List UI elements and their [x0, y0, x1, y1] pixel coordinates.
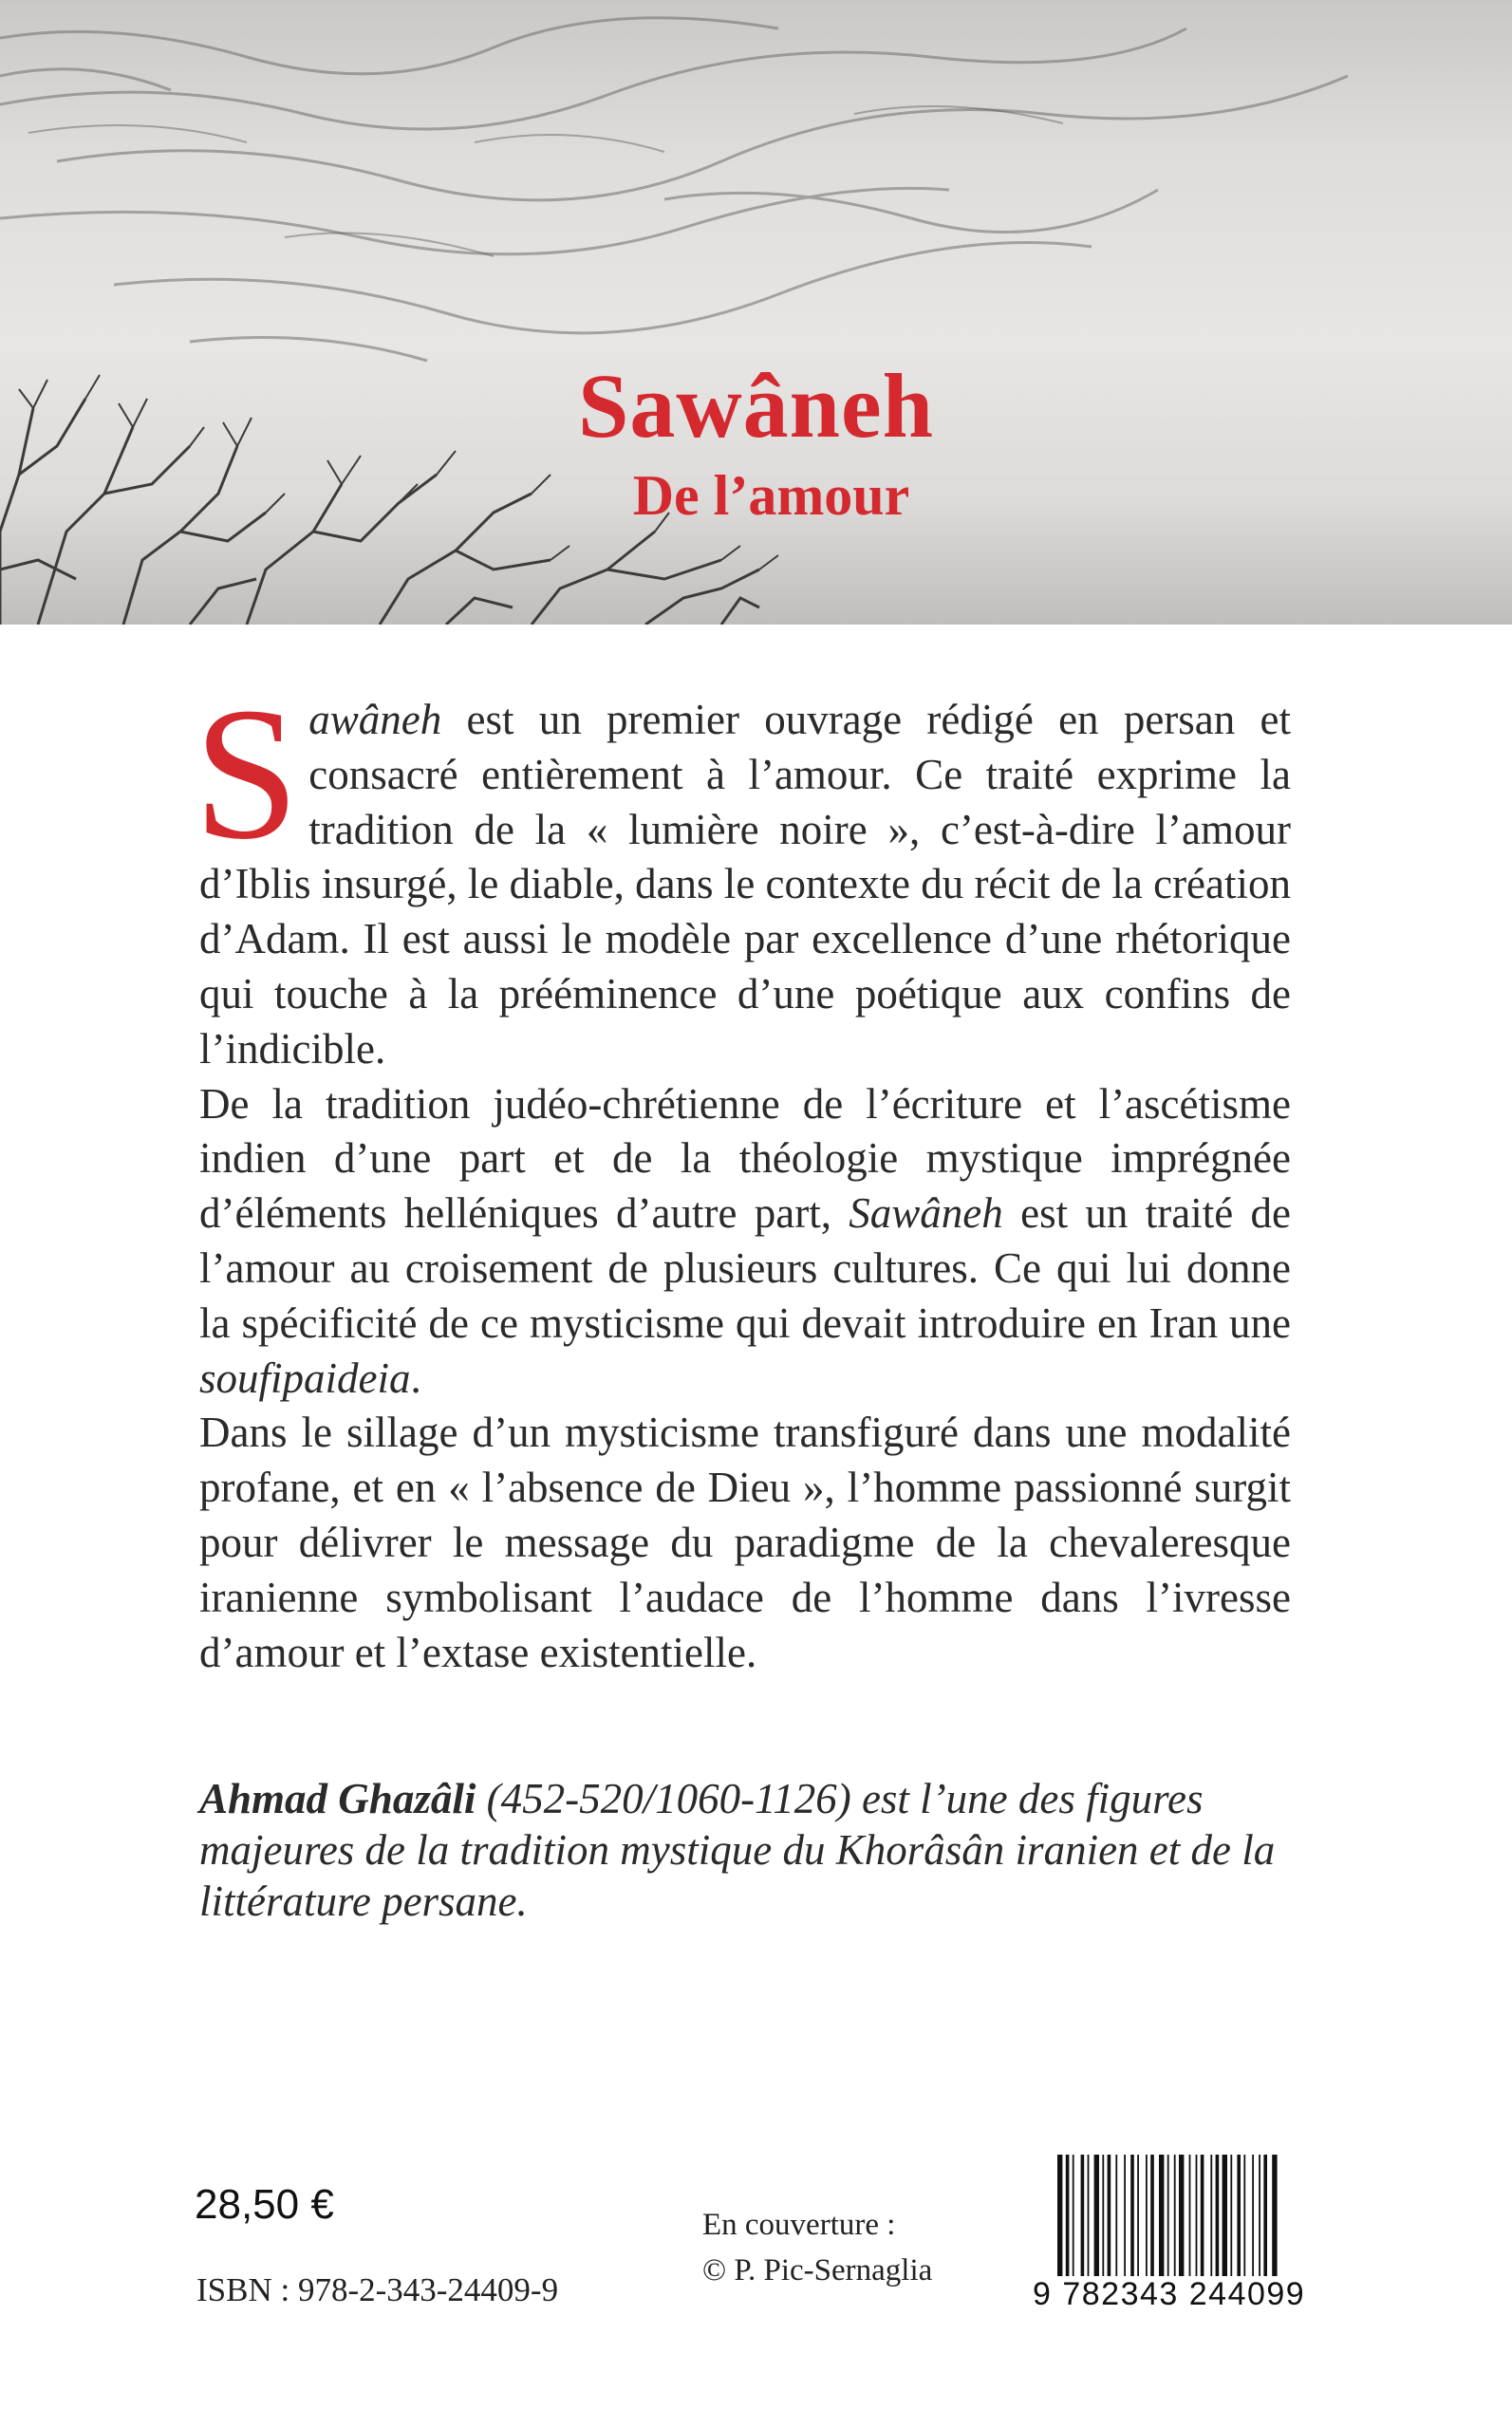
landscape-illustration [0, 0, 1512, 625]
blurb-term-italic: soufipaideia [199, 1354, 411, 1402]
author-bio [199, 1773, 1291, 1927]
barcode-bar [1263, 2155, 1267, 2276]
barcode-bar [1223, 2155, 1227, 2276]
cover-photo [0, 0, 1512, 625]
author-bio-text: (452-520/1060-1126) est l’une des figures majeures de la tradition mystique du Khorâsân iranien et de la littérature persane. [199, 1775, 1276, 1925]
blurb-paragraph-1 [194, 669, 1292, 1077]
barcode-bar [1115, 2155, 1117, 2276]
blurb-paragraph-3: Dans le sillage d’un mysticisme transfiguré dans une modalité profane, et en « l’absence de Dieu », l’homme passionné surgit pour délivrer le message du paradigme de la chevaleresque iranienne symbolisant l’audace de l’homme dans l’ivresse d’amour et l’extase existentielle. [199, 1409, 1291, 1676]
barcode-bar [1081, 2155, 1085, 2276]
barcode-bar [1201, 2155, 1204, 2276]
credit-photographer: © P. Pic-Sernaglia [702, 2253, 933, 2288]
barcode-bar [1073, 2155, 1074, 2276]
barcode-bar [1179, 2155, 1184, 2276]
barcode-bar [1159, 2155, 1164, 2276]
barcode-bar [1230, 2155, 1232, 2276]
back-cover-blurb [194, 669, 1292, 1680]
barcode-bar [1130, 2155, 1134, 2276]
barcode-number: 9 782343 244099 [1033, 2276, 1306, 2312]
barcode-bar [1243, 2155, 1245, 2276]
cover-credit [702, 2202, 932, 2293]
barcode-bar [1137, 2155, 1139, 2276]
barcode-bar [1237, 2155, 1241, 2276]
barcode-bar [1094, 2155, 1099, 2276]
barcode-bar [1102, 2155, 1104, 2276]
barcode-bar [1272, 2155, 1277, 2276]
barcode-bar [1088, 2155, 1090, 2276]
blurb-title-italic: awâneh [308, 696, 442, 743]
barcode-bar [1124, 2155, 1126, 2276]
barcode-bar [1167, 2155, 1169, 2276]
blurb-title-italic: Sawâneh [849, 1189, 1003, 1238]
barcode-bar [1252, 2155, 1254, 2276]
barcode-bar [1210, 2155, 1212, 2276]
book-title: Sawâneh [577, 355, 935, 457]
blurb-text: est un traité de l’amour au croisement de plusieurs cultures. Ce qui lui donne la spécificité de ce mysticisme qui devait introduire en Iran une [199, 1189, 1291, 1347]
barcode-bar [1150, 2155, 1154, 2276]
barcode-bar [1259, 2155, 1260, 2276]
book-subtitle: De l’amour [632, 464, 910, 527]
blurb-text: est un premier ouvrage rédigé en persan et consacré entièrement à l’amour. Ce traité exprime la tradition de la « lumière noire », c’est-à-dire l’amour d’Iblis insurgé, le diable, dans le contexte du récit de la création d’Adam. Il est aussi le modèle par excellence d’une rhétorique qui touche à la prééminence d’une poétique aux confins de l’indicible. [199, 696, 1292, 1073]
barcode-bar [1196, 2155, 1198, 2276]
blurb-paragraph-2 [199, 1077, 1291, 1407]
credit-label: En couverture : [702, 2208, 896, 2242]
barcode-bar [1146, 2155, 1148, 2276]
barcode-bar [1057, 2155, 1062, 2276]
blurb-text: . [410, 1354, 421, 1402]
barcode-bar [1174, 2155, 1176, 2276]
author-name: Ahmad Ghazâli [199, 1775, 476, 1822]
blurb-text: De la tradition judéo-chrétienne de l’écriture et l’ascétisme indien d’une part et de la théologie mystique imprégnée d’éléments helléniques d’autre part, [199, 1079, 1291, 1238]
barcode-bar [1216, 2155, 1220, 2276]
isbn: ISBN : 978-2-343-24409-9 [196, 2271, 559, 2308]
barcode-bar [1108, 2155, 1111, 2276]
drop-cap: S [194, 669, 300, 879]
barcode-bar [1189, 2155, 1191, 2276]
price: 28,50 € [195, 2181, 334, 2228]
barcode-bar [1066, 2155, 1070, 2276]
